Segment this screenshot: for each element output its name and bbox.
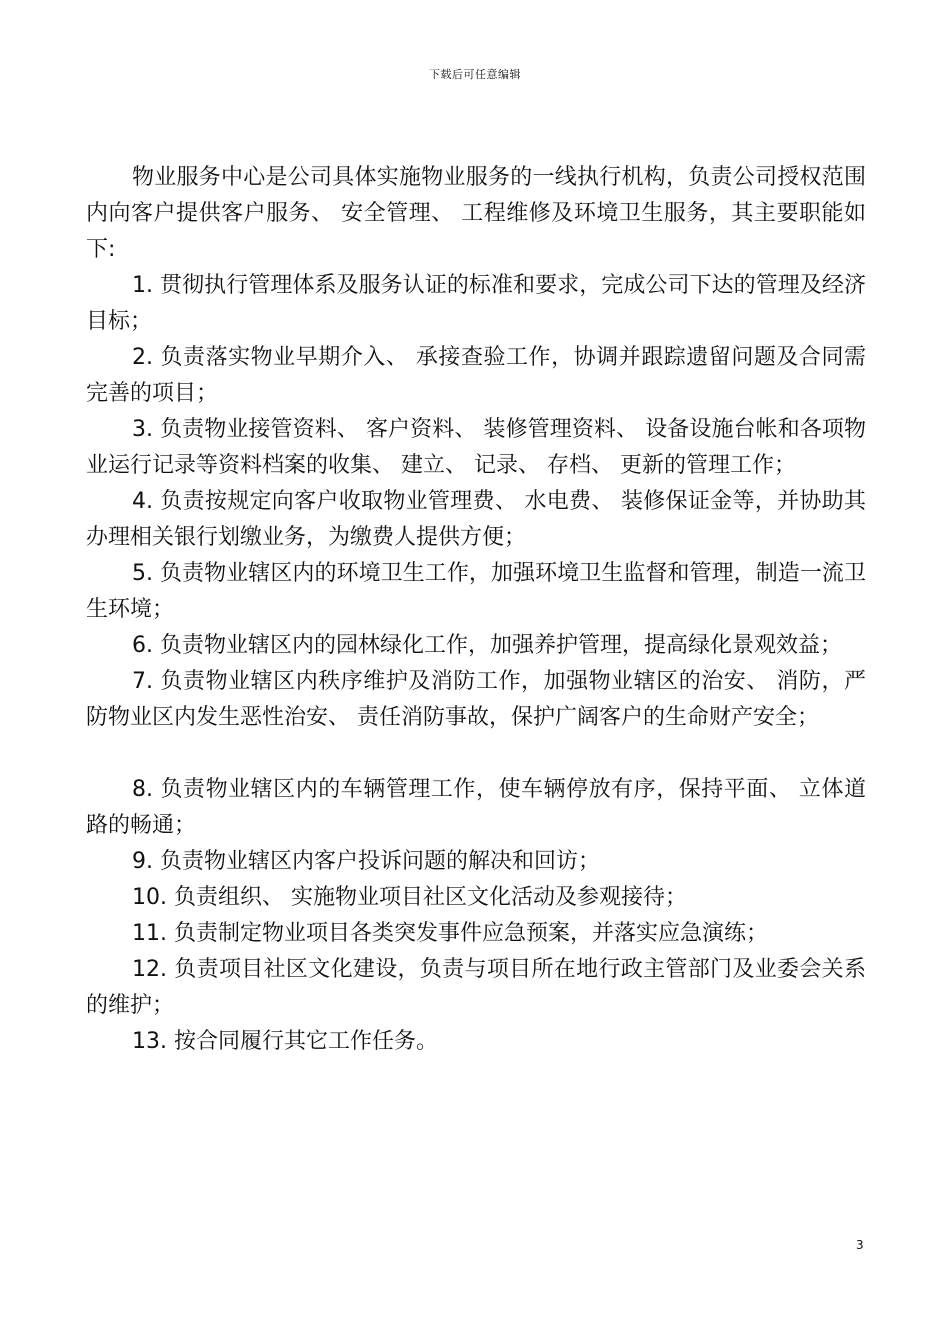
duty-item-3: 3. 负责物业接管资料、 客户资料、 装修管理资料、 设备设施台帐和各项物业运行记录等资料档案的收集、 建立、 记录、 存档、 更新的管理工作； xyxy=(86,417,866,478)
duty-item-10: 10. 负责组织、 实施物业项目社区文化活动及参观接待； xyxy=(132,885,687,910)
intro-paragraph: 物业服务中心是公司具体实施物业服务的一线执行机构，负责公司授权范围内向客户提供客户服务、 安全管理、 工程维修及环境卫生服务，其主要职能如下: xyxy=(86,165,866,262)
duty-item-11: 11. 负责制定物业项目各类突发事件应急预案，并落实应急演练； xyxy=(132,921,768,946)
document-body xyxy=(86,160,866,1060)
duty-item-1: 1. 贯彻执行管理体系及服务认证的标准和要求，完成公司下达的管理及经济目标； xyxy=(86,273,866,334)
duty-item-13: 13. 按合同履行其它工作任务。 xyxy=(132,1029,438,1054)
page-header-note: 下载后可任意编辑 xyxy=(429,68,521,81)
duty-item-6: 6. 负责物业辖区内的园林绿化工作，加强养护管理，提高绿化景观效益； xyxy=(132,633,842,658)
duty-item-9: 9. 负责物业辖区内客户投诉问题的解决和回访； xyxy=(132,849,600,874)
duty-item-8: 8. 负责物业辖区内的车辆管理工作，使车辆停放有序，保持平面、 立体道路的畅通； xyxy=(86,777,866,838)
page-number: 3 xyxy=(856,1238,864,1252)
duty-item-2: 2. 负责落实物业早期介入、 承接查验工作，协调并跟踪遗留问题及合同需完善的项目； xyxy=(86,345,866,406)
duty-item-4: 4. 负责按规定向客户收取物业管理费、 水电费、 装修保证金等，并协助其办理相关银行划缴业务，为缴费人提供方便； xyxy=(86,489,866,550)
duty-item-7: 7. 负责物业辖区内秩序维护及消防工作，加强物业辖区的治安、 消防，严防物业区内发生恶性治安、 责任消防事故，保护广阔客户的生命财产安全； xyxy=(86,669,866,730)
duty-item-5: 5. 负责物业辖区内的环境卫生工作，加强环境卫生监督和管理，制造一流卫生环境； xyxy=(86,561,866,622)
duty-item-12: 12. 负责项目社区文化建设，负责与项目所在地行政主管部门及业委会关系的维护； xyxy=(86,957,866,1018)
